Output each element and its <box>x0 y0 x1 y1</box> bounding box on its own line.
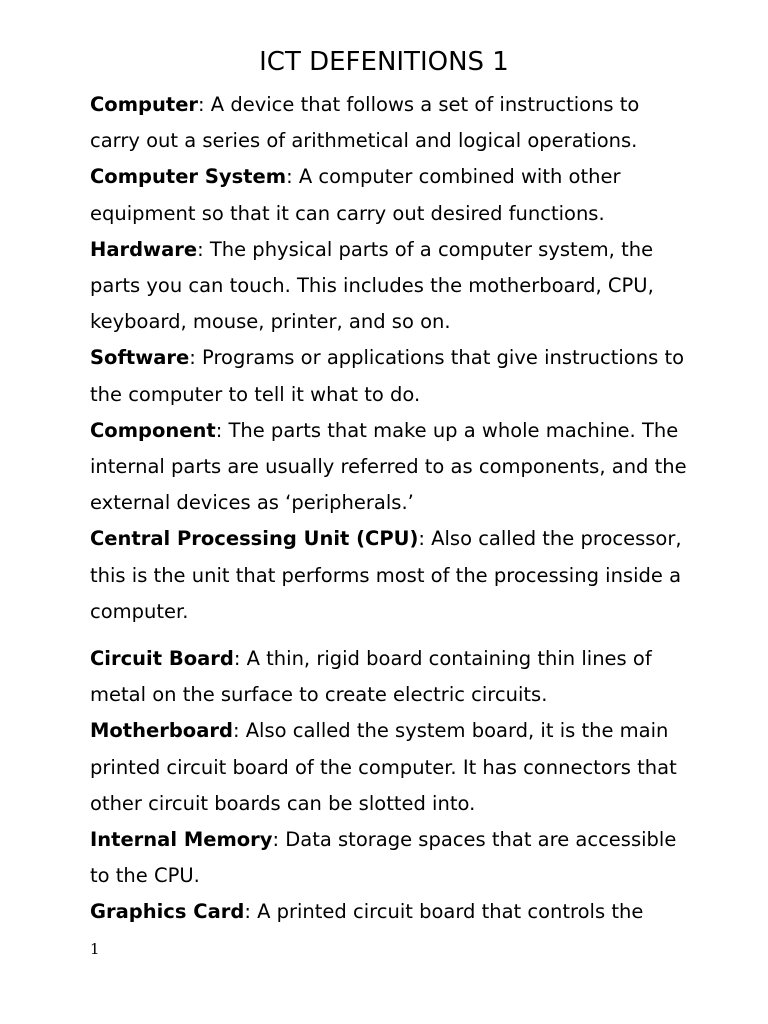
definition-text: : Programs or applications that give instructions to the computer to tell it what to do. <box>90 346 685 406</box>
definition-term: Internal Memory <box>90 828 273 852</box>
definition-text: : The parts that make up a whole machine. The internal parts are usually referred to as components, and the external devices as ‘peripherals.’ <box>90 418 687 515</box>
definition-internal-memory <box>90 822 690 894</box>
definition-text: : A thin, rigid board containing thin lines of metal on the surface to create electric circuits. <box>90 647 652 707</box>
definition-text: : Also called the system board, it is the main printed circuit board of the computer. It has connectors that other circuit boards can be slotted into. <box>90 719 677 815</box>
definition-computer-system <box>90 159 690 231</box>
definition-text: : The physical parts of a computer system, the parts you can touch. This includes the motherboard, CPU, keyboard, mouse, printer, and so on. <box>90 237 654 334</box>
definition-term: Central Processing Unit (CPU) <box>90 527 419 551</box>
definition-term: Computer System <box>90 165 287 189</box>
definition-text: : A printed circuit board that controls the <box>244 900 644 924</box>
page-title: ICT DEFENITIONS 1 <box>259 47 509 77</box>
definition-computer <box>90 87 690 159</box>
definition-term: Graphics Card <box>90 900 245 924</box>
definition-cpu <box>90 521 690 630</box>
definition-graphics-card <box>90 894 690 930</box>
definition-term: Motherboard <box>90 719 233 743</box>
page-number: 1 <box>90 940 100 958</box>
definition-hardware <box>90 232 690 341</box>
definition-text: : Data storage spaces that are accessible to the CPU. <box>90 828 677 888</box>
definition-term: Component <box>90 418 216 442</box>
definition-term: Hardware <box>90 237 198 261</box>
definitions-list <box>90 87 690 931</box>
definition-motherboard <box>90 713 690 822</box>
definition-term: Computer <box>90 93 199 116</box>
definition-text: : Also called the processor, this is the unit that performs most of the processing inside a computer. <box>90 527 682 623</box>
definition-text: : A computer combined with other equipment so that it can carry out desired functions. <box>90 165 621 225</box>
definition-term: Circuit Board <box>90 647 234 671</box>
definition-term: Software <box>90 346 190 370</box>
definition-component <box>90 413 690 522</box>
definition-software <box>90 340 690 412</box>
definition-circuit-board <box>90 641 690 713</box>
definition-text: : A device that follows a set of instructions to carry out a series of arithmetical and logical operations. <box>90 93 640 153</box>
